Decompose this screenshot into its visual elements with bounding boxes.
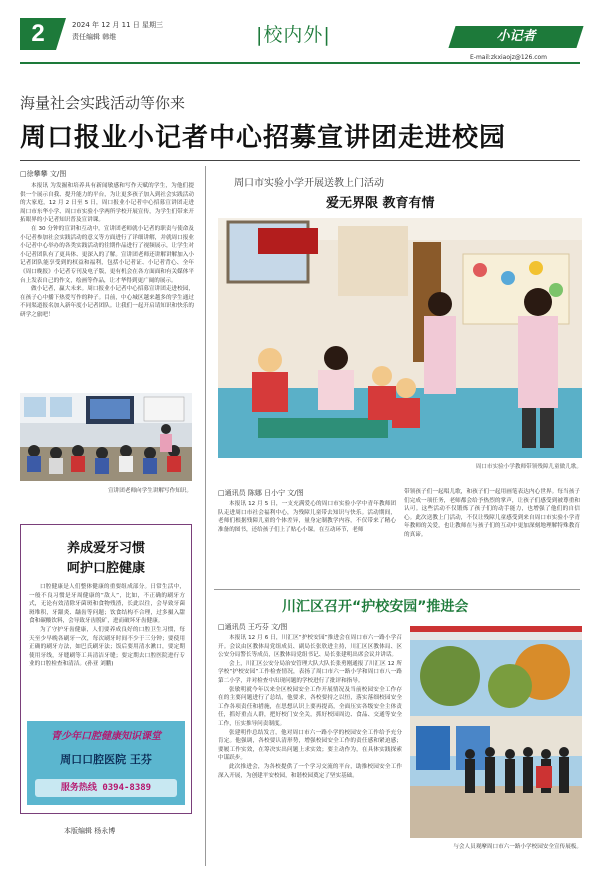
article2-byline: □通讯员 陈娜 日小宁 文/图	[218, 489, 304, 497]
ad-hospital: 周口口腔医院 王芬	[60, 753, 152, 766]
page-number: 2	[20, 18, 56, 50]
masthead	[0, 0, 600, 72]
ad-hotline: 服务热线 0394-8389	[35, 779, 177, 797]
campus-safety-photo	[410, 626, 582, 838]
page-number-tab	[56, 18, 66, 50]
header-rule	[20, 62, 580, 64]
column-divider	[205, 166, 206, 866]
classroom-photo	[20, 393, 192, 481]
article3-body	[218, 634, 402, 884]
brand-name: 小记者	[496, 29, 536, 44]
responsible-editor: 责任编辑 韩维	[72, 33, 117, 41]
article3-paragraph: 本报讯 12 月 6 日，川汇区“护校安园”推进会在周口市六一路小学召开。会议由区教体局党组成员、副局长张欣进主持，川汇区区教体局、区公安分局警长等成员，区教体局党组书记、局长张建明出席会议并讲话。	[218, 635, 402, 659]
ad-title: 青少年口腔健康知识课堂	[51, 731, 161, 742]
special-education-illustration	[218, 218, 582, 458]
article-separator	[214, 589, 580, 590]
article1-paragraph: 本报讯 为发掘和培养具有新闻敏感和写作天赋的学生，为他们提供一个展示自我、提升能力的平台，为让更多孩子加入到社会实践活动的大家庭，12 月 2 日至 5 日，周口报业小记者中心招募宣讲团走进周口市东华小学、周口市实验小学两所学校开展宣传，为学生们带来开拓眼界的小记者知识普及宣讲课。	[20, 183, 194, 224]
article1-photo-caption: 宣讲团老师向学生讲解写作知识。	[108, 488, 192, 494]
article2-title: 爱无界限 教育有情	[326, 196, 435, 211]
special-education-photo	[218, 218, 582, 458]
headline-rule	[20, 160, 580, 161]
article3-paragraph: 此次推进会，为各校提供了一个学习交流的平台，助推校园安全工作深入开展，为创建平安校园，和谐校园奠定了坚实基础。	[218, 763, 402, 779]
article2-photo-caption: 周口市实验小学教师带领残障儿童做儿歌。	[475, 464, 582, 470]
health-body	[29, 583, 185, 713]
page-editor: 本版编辑 杨永博	[64, 827, 116, 835]
section-title: |校内外|	[256, 24, 331, 46]
classroom-illustration	[20, 393, 192, 481]
article1-paragraph: 做小记者，赢大未来。周口报业小记者中心招募宣讲团走进校园，在孩子心中播下热爱写作的种子。目前，中心城区越来越多的学生通过不同渠道报名加入新年度小记者团队。让我们一起开启请知识和快乐的研学之旅吧！	[20, 286, 194, 318]
dental-ad-banner	[27, 721, 185, 805]
health-title-line2: 呵护口腔健康	[66, 561, 145, 576]
article2-body-col1	[218, 500, 396, 578]
headline-kicker: 海量社会实践活动等你来	[20, 94, 186, 112]
article1-paragraph: 在 30 分钟的宣讲和互动中，宣讲团老师就小记者的职责与使命及小记者参加社会实践活动的意义等方面进行了详细讲解，并就周口报业小记者中心举办的各类实践活动的往期作品进行了视频展示，让学生对小记者团队有了更具体、更深入的了解。宣讲团老师还讲解讲解加入小记者团队能享受到的权益和福利，包括小记者证、小记者背心、全年《周口晚报》小记者专刊及电子版，更有机会在各方面面和有关媒体平台上发表自己的作文，绘画等作品，让才华得到更广阔的展示。	[20, 225, 194, 284]
brand-banner	[448, 26, 583, 48]
health-paragraph: 口腔健康是人们整体健康的重要组成部分。日常生活中，一般不良习惯是牙周健康的“敌人”，比如，不正确的刷牙方式，无论有效清除牙菌斑和食物残渣，长此以往，会导致牙菌斑堆积，牙龈炎、龋齿等问题；饮食结构不合理，过多摄入甜食和碳酸饮料，会导致牙齿脱矿，进而破坏牙齿健康。	[29, 584, 185, 625]
contact-email: E-mail:zkxiaojz@126.com	[470, 54, 548, 61]
issue-date: 2024 年 12 月 11 日 星期三	[72, 21, 163, 29]
article2-paragraph: 带领孩子们一起唱儿歌，和孩子们一起用画笔表达内心世界。每当孩子们完成一项任务，老师都会给予热烈的掌声，让孩子们感受到被尊重和认可。这些活动不仅锻炼了孩子们的动手能力，也增强了他们的自信心。此次送教上门活动，不仅让残障儿童感受到来自周口市实验小学青年教师的关爱，也让教师在与孩子们的互动中更加深刻地理解特殊教育的真谛。	[404, 489, 580, 538]
article3-paragraph: 张建明作总结发言，他对周口市六一路小学的校园安全工作给予充分肯定。他强调，各校要认清形势，增强校园安全工作的责任感和紧迫感；要履工作实效，在筹决实出问题上求实效；要主动作为，在具体实践探索中谋跃步。	[218, 729, 402, 762]
campus-safety-illustration	[410, 626, 582, 838]
article3-photo-caption: 与会人员观摩周口市六一路小学校园安全宣传展板。	[453, 844, 582, 850]
article2-paragraph: 本报讯 12 月 5 日，一支充满爱心的周口市实验小学中青年教师团队走进周口市社会福利中心，为残障儿童带去知识与快乐。活动期间，老师们根据残障儿童的个体差异，量身定制教学内容，不仅带来了精心准备的图书，还给孩子们上了贴心小课。在互动环节，老师	[218, 501, 396, 533]
article1-body	[20, 182, 194, 392]
article3-paragraph: 会上，川汇区公安分局治安管理大队大队长张勇刚通报了川汇区 12 所学校“护校安园”工作检查情况，表扬了周口市六一路小学和周口市八一路第二小学，并对检查中出现问题的学校进行了批评和指导。	[218, 660, 402, 684]
article3-title: 川汇区召开“护校安园”推进会	[282, 599, 469, 615]
health-paragraph: 为了守护牙齿健康，人们要养成良好的口腔卫生习惯，每天至少早晚各刷牙一次，每次刷牙时间不少于三分钟；要使用正确的刷牙方法，如巴氏刷牙法；饭后要用清水漱口，要定期使用牙线，牙缝刷等工具清洁牙缝；要定期去口腔医院进行专业的口腔检查和清洁。(孙亚 刘鹏)	[29, 626, 185, 668]
article2-kicker: 周口市实验小学开展送教上门活动	[234, 178, 384, 189]
health-feature-box	[20, 524, 192, 814]
article1-byline: □徐攀攀 文/图	[20, 170, 67, 178]
article3-byline: □通讯员 王巧芬 文/图	[218, 623, 288, 631]
article2-body-col2	[404, 488, 580, 580]
article3-paragraph: 张敏明就今年以来全区校园安全工作开展情况及当前校园安全工作存在的主要问题进行了总结，他要求，各校要持之以恒，落实落细校园安全工作各项责任和措施，在思想认识上要再提高，全面压实各级安全主体责任，抓好重点人群，把好校门安全关，抓好校园周边、食品、交通等安全工作，压实推导问责制度。	[218, 686, 402, 727]
headline-main: 周口报业小记者中心招募宣讲团走进校园	[20, 123, 507, 153]
health-title-line1: 养成爱牙习惯	[66, 541, 145, 556]
